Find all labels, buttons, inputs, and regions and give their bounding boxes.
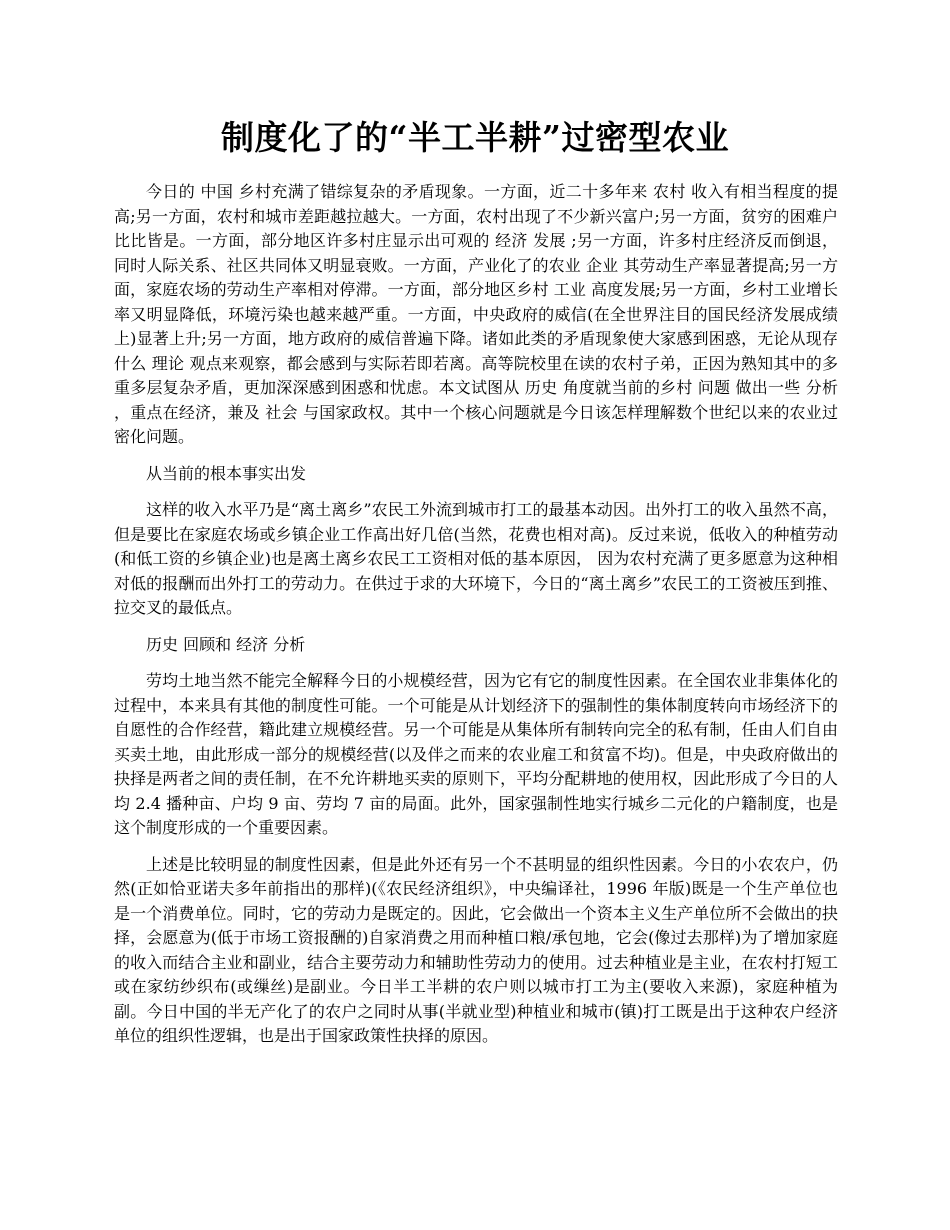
document-body (114, 180, 838, 1061)
document-title: 制度化了的“半工半耕”过密型农业 (221, 118, 729, 157)
paragraph-income: 这样的收入水平乃是“离土离乡”农民工外流到城市打工的最基本动因。出外打工的收入虽然不高，但是要比在家庭农场或乡镇企业工作高出好几倍(当然，花费也相对高)。反过来说，低收入的种植劳动(和低工资的乡镇企业)也是离土离乡农民工工资相对低的基本原因， 因为农村充满了更多愿意为这种相对低的报酬而出外打工的劳动力。在供过于求的大环境下，今日的“离土离乡”农民工的工资被压到推、拉交叉的最低点。 (114, 500, 838, 617)
section-heading-history: 历史 回顾和 经济 分析 (146, 634, 306, 654)
paragraph-intro: 今日的 中国 乡村充满了错综复杂的矛盾现象。一方面，近二十多年来 农村 收入有相当程度的提高;另一方面，农村和城市差距越拉越大。一方面，农村出现了不少新兴富户;另一方面，贫穷的困难户比比皆是。一方面，部分地区许多村庄显示出可观的 经济 发展 ;另一方面，许多村庄经济反而倒退，同时人际关系、社区共同体又明显衰败。一方面，产业化了的农业 企业 其劳动生产率显著提高;另一方面，家庭农场的劳动生产率相对停滞。一方面，部分地区乡村 工业 高度发展;另一方面，乡村工业增长率又明显降低，环境污染也越来越严重。一方面，中央政府的威信(在全世界注目的国民经济发展成绩上)显著上升;另一方面，地方政府的威信普遍下降。诸如此类的矛盾现象使大家感到困惑，无论从现存什么 理论 观点来观察，都会感到与实际若即若离。高等院校里在读的农村子弟，正因为熟知其中的多重多层复杂矛盾，更加深深感到困惑和忧虑。本文试图从 历史 角度就当前的乡村 问题 做出一些 分析 ，重点在经济，兼及 社会 与国家政权。其中一个核心问题就是今日该怎样理解数个世纪以来的农业过密化问题。 (114, 182, 838, 446)
paragraph-land: 劳均土地当然不能完全解释今日的小规模经营，因为它有它的制度性因素。在全国农业非集体化的过程中，本来具有其他的制度性可能。一个可能是从计划经济下的强制性的集体制度转向市场经济下的自愿性的合作经营，籍此建立规模经营。另一个可能是从集体所有制转向完全的私有制，任由人们自由买卖土地，由此形成一部分的规模经营(以及伴之而来的农业雇工和贫富不均)。但是，中央政府做出的抉择是两者之间的责任制，在不允许耕地买卖的原则下，平均分配耕地的使用权，因此形成了今日的人均 2.4 播种亩、户均 9 亩、劳均 7 亩的局面。此外，国家强制性地实行城乡二元化的户籍制度，也是这个制度形成的一个重要因素。 (114, 671, 838, 837)
section-heading-facts: 从当前的根本事实出发 (146, 463, 307, 483)
paragraph-organization: 上述是比较明显的制度性因素，但是此外还有另一个不甚明显的组织性因素。今日的小农农户，仍然(正如恰亚诺夫多年前指出的那样)(《农民经济组织》，中央编译社，1996 年版)既是一个生产单位也是一个消费单位。同时，它的劳动力是既定的。因此，它会做出一个资本主义生产单位所不会做出的抉择，会愿意为(低于市场工资报酬的)自家消费之用而种植口粮/承包地，它会(像过去那样)为了增加家庭的收入而结合主业和副业，结合主要劳动力和辅助性劳动力的使用。过去种植业是主业，在农村打短工或在家纺纱织布(或缫丝)是副业。今日半工半耕的农户则以城市打工为主(要收入来源)，家庭种植为副。今日中国的半无产化了的农户之同时从事(半就业型)种植业和城市(镇)打工既是出于这种农户经济单位的组织性逻辑，也是出于国家政策性抉择的原因。 (114, 854, 838, 1045)
